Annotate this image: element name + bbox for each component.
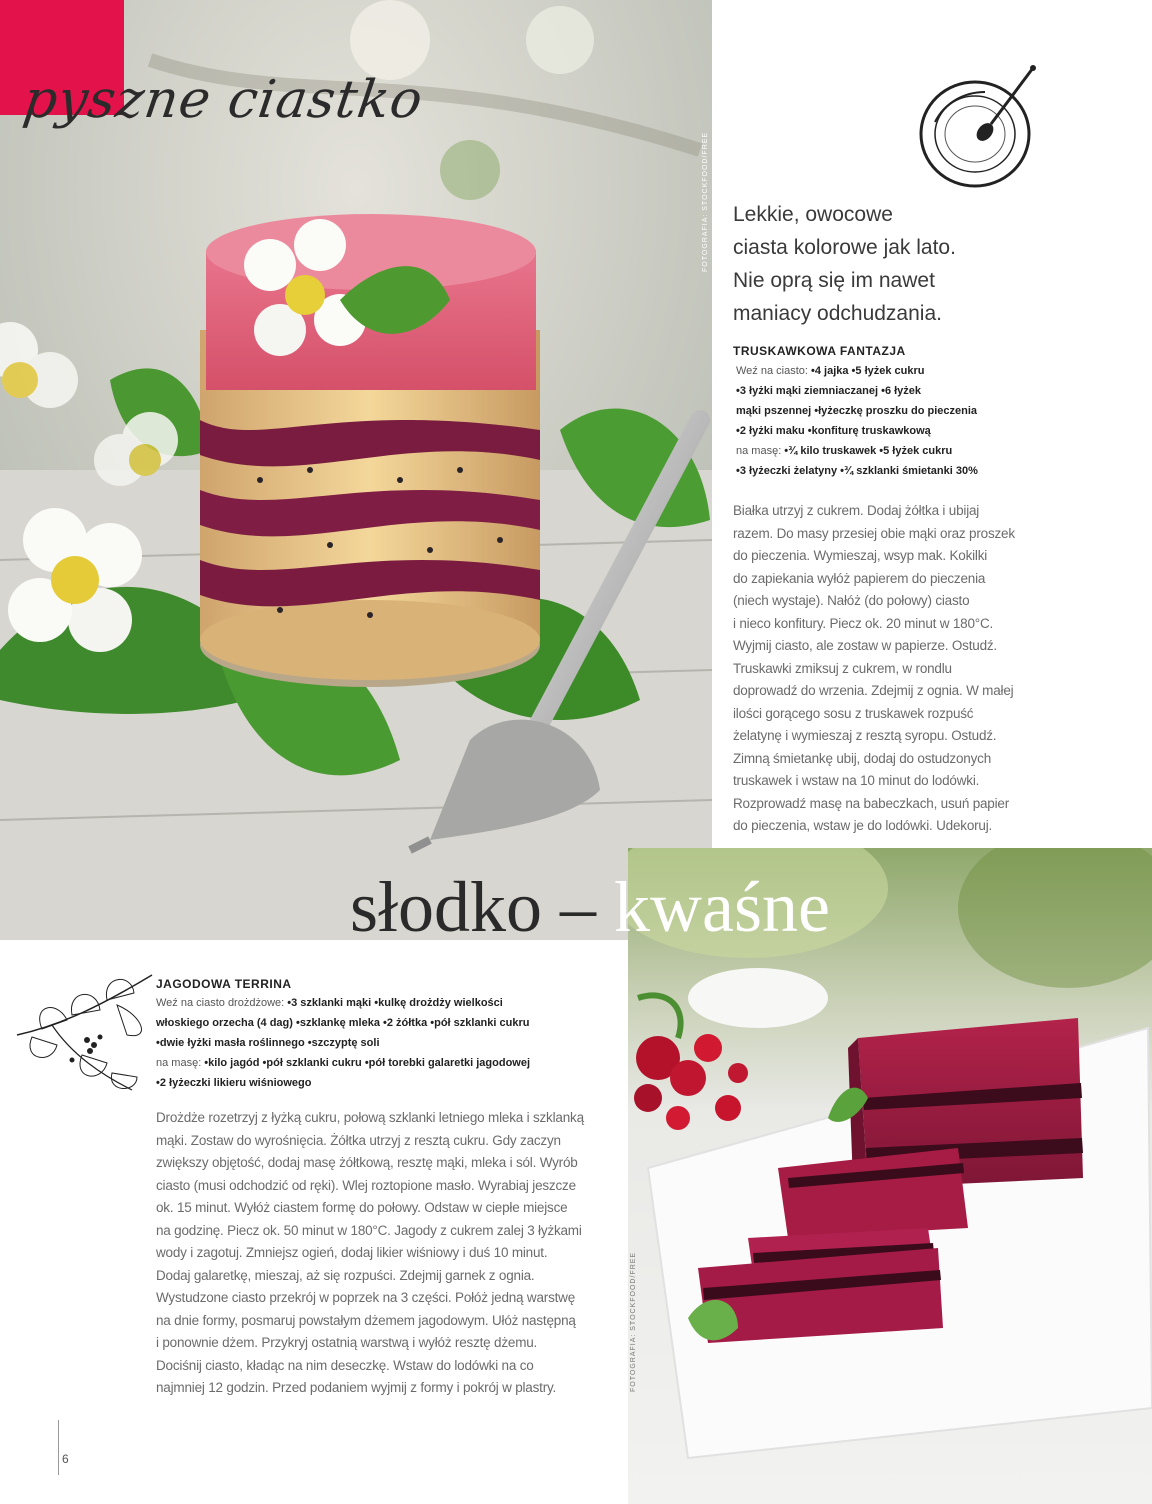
recipe1-ingredients	[736, 361, 1036, 481]
berry-branch-illustration-icon	[12, 965, 162, 1095]
method-line: żelatynę i wymieszaj z resztą syropu. Ostudź.	[733, 728, 997, 743]
method-line: do zapiekania wyłóż papierem do pieczenia	[733, 570, 986, 586]
strawberry-cake-photo	[0, 0, 712, 940]
photo-credit-top: FOTOGRAFIA: STOCKFOOD/FREE	[702, 131, 709, 272]
ingredient-text: •2 łyżeczki likieru wiśniowego	[156, 1077, 312, 1089]
plate-spoon-illustration-icon	[915, 62, 1047, 194]
method-line: i nieco konfitury. Piecz ok. 20 minut w 180°C.	[733, 615, 994, 631]
recipe2-method	[156, 1107, 616, 1400]
method-line: najmniej 12 godzin. Przed podaniem wyjmij z formy i pokrój w plastry.	[156, 1380, 557, 1395]
intro-line: Lekkie, owocowe	[733, 203, 893, 226]
recipe2-ingredients	[156, 993, 596, 1093]
recipe1-title: TRUSKAWKOWA FANTAZJA	[733, 344, 906, 358]
method-line: ok. 15 minut. Wyłóż ciastem formę do połowy. Odstaw w ciepłe miejsce	[156, 1200, 568, 1215]
ingredient-line	[156, 1033, 596, 1053]
ingredient-label: Weź na ciasto:	[736, 365, 808, 377]
method-line: ilości gorącego sosu z truskawek rozpuść	[733, 705, 974, 721]
ingredient-line	[736, 441, 1036, 461]
ingredient-text: •¾ kilo truskawek •5 łyżek cukru	[781, 445, 953, 457]
intro-line: maniacy odchudzania.	[733, 302, 942, 325]
ingredient-label: na masę:	[736, 445, 782, 457]
method-line: i ponownie dżem. Przykryj ostatnią warstwą i wyłóż resztę dżemu.	[156, 1335, 538, 1350]
ingredient-line	[736, 421, 1036, 441]
ingredient-label: na masę:	[156, 1057, 202, 1069]
ingredient-text: •kilo jagód •pół szklanki cukru •pół torebki galaretki jagodowej	[201, 1057, 531, 1069]
ingredient-text: •3 szklanki mąki •kulkę drożdży wielkości	[284, 997, 503, 1009]
method-line: mąki. Zostaw do wyrośnięcia. Żółtka utrzyj z resztą cukru. Gdy zaczyn	[156, 1132, 561, 1148]
ingredient-line	[736, 361, 1036, 381]
ingredient-line	[156, 1073, 596, 1093]
ingredient-text: •3 łyżki mąki ziemniaczanej •6 łyżek	[736, 385, 922, 397]
ingredient-line	[156, 1053, 596, 1073]
ingredient-line	[156, 993, 596, 1013]
intro-line: Nie oprą się im nawet	[733, 269, 935, 292]
method-line: Drożdże rozetrzyj z łyżką cukru, połową szklanki letniego mleka i szklanką	[156, 1110, 584, 1125]
method-line: Zimną śmietankę ubij, dodaj do ostudzonych	[733, 750, 992, 766]
method-line: na dnie formy, posmaruj powstałym dżemem jagodowym. Ułóż następną	[156, 1312, 576, 1328]
method-line: zwiększy objętość, dodaj masę żółtkową, resztę mąki, mleka i sól. Wyrób	[156, 1155, 578, 1170]
headline	[350, 866, 830, 949]
method-line: Dodaj galaretkę, mieszaj, aż się rozpuści. Zdejmij garnek z ognia.	[156, 1267, 535, 1283]
ingredient-text: •3 łyżeczki żelatyny •¾ szklanki śmietanki 30%	[736, 465, 978, 477]
headline-right: kwaśne	[614, 867, 830, 947]
method-line: Wyjmij ciasto, ale zostaw w papierze. Ostudź.	[733, 638, 997, 653]
ingredient-line	[736, 381, 1036, 401]
headline-dash: –	[542, 867, 615, 947]
ingredient-text: •2 łyżki maku •konfiturę truskawkową	[736, 425, 931, 437]
method-line: (niech wystaje). Nałóż (do połowy) ciasto	[733, 593, 970, 608]
photo-credit-bottom: FOTOGRAFIA: STOCKFOOD/FREE	[630, 1251, 637, 1392]
ingredient-text: •dwie łyżki masła roślinnego •szczyptę soli	[156, 1037, 380, 1049]
method-line: Truskawki zmiksuj z cukrem, w rondlu	[733, 660, 952, 676]
method-line: na godzinę. Piecz ok. 50 minut w 180°C. Jagody z cukrem zalej 3 łyżkami	[156, 1222, 582, 1238]
intro-paragraph	[733, 198, 1033, 330]
method-line: ciasto (musi odchodzić od ręki). Wlej roztopione masło. Wyrabiaj jeszcze	[156, 1177, 576, 1193]
method-line: Dociśnij ciasto, kładąc na nim deseczkę. Wstaw do lodówki na co	[156, 1357, 534, 1373]
method-line: do pieczenia, wstaw je do lodówki. Udekoruj.	[733, 818, 993, 833]
ingredient-line	[736, 461, 1036, 481]
page-number-rule	[58, 1420, 59, 1475]
method-line: doprowadź do wrzenia. Zdejmij z ognia. W małej	[733, 683, 1014, 698]
ingredient-line	[736, 401, 1036, 421]
headline-left: słodko	[350, 867, 543, 947]
method-line: do pieczenia. Wymieszaj, wsyp mak. Kokilki	[733, 548, 988, 563]
section-tag: pyszne ciastko	[19, 70, 427, 130]
method-line: truskawek i wstaw na 10 minut do lodówki.	[733, 773, 980, 788]
method-line: wody i zagotuj. Zmniejsz ogień, dodaj likier wiśniowy i duś 10 minut.	[156, 1245, 548, 1260]
recipe2-title: JAGODOWA TERRINA	[156, 977, 292, 991]
ingredient-text: włoskiego orzecha (4 dag) •szklankę mleka •2 żółtka •pół szklanki cukru	[156, 1017, 530, 1029]
page-number: 6	[62, 1452, 69, 1466]
ingredient-label: Weź na ciasto drożdżowe:	[156, 997, 285, 1009]
ingredient-text: •4 jajka •5 łyżek cukru	[807, 365, 925, 377]
method-line: razem. Do masy przesiej obie mąki oraz proszek	[733, 525, 1015, 541]
intro-line: ciasta kolorowe jak lato.	[733, 236, 956, 259]
recipe1-method	[733, 500, 1063, 838]
method-line: Rozprowadź masę na babeczkach, usuń papier	[733, 795, 1010, 811]
method-line: Wystudzone ciasto przekrój w poprzek na 3 części. Połóż jedną warstwę	[156, 1290, 576, 1305]
method-line: Białka utrzyj z cukrem. Dodaj żółtka i ubijaj	[733, 503, 980, 518]
ingredient-line	[156, 1013, 596, 1033]
ingredient-text: mąki pszennej •łyżeczkę proszku do pieczenia	[736, 405, 978, 417]
